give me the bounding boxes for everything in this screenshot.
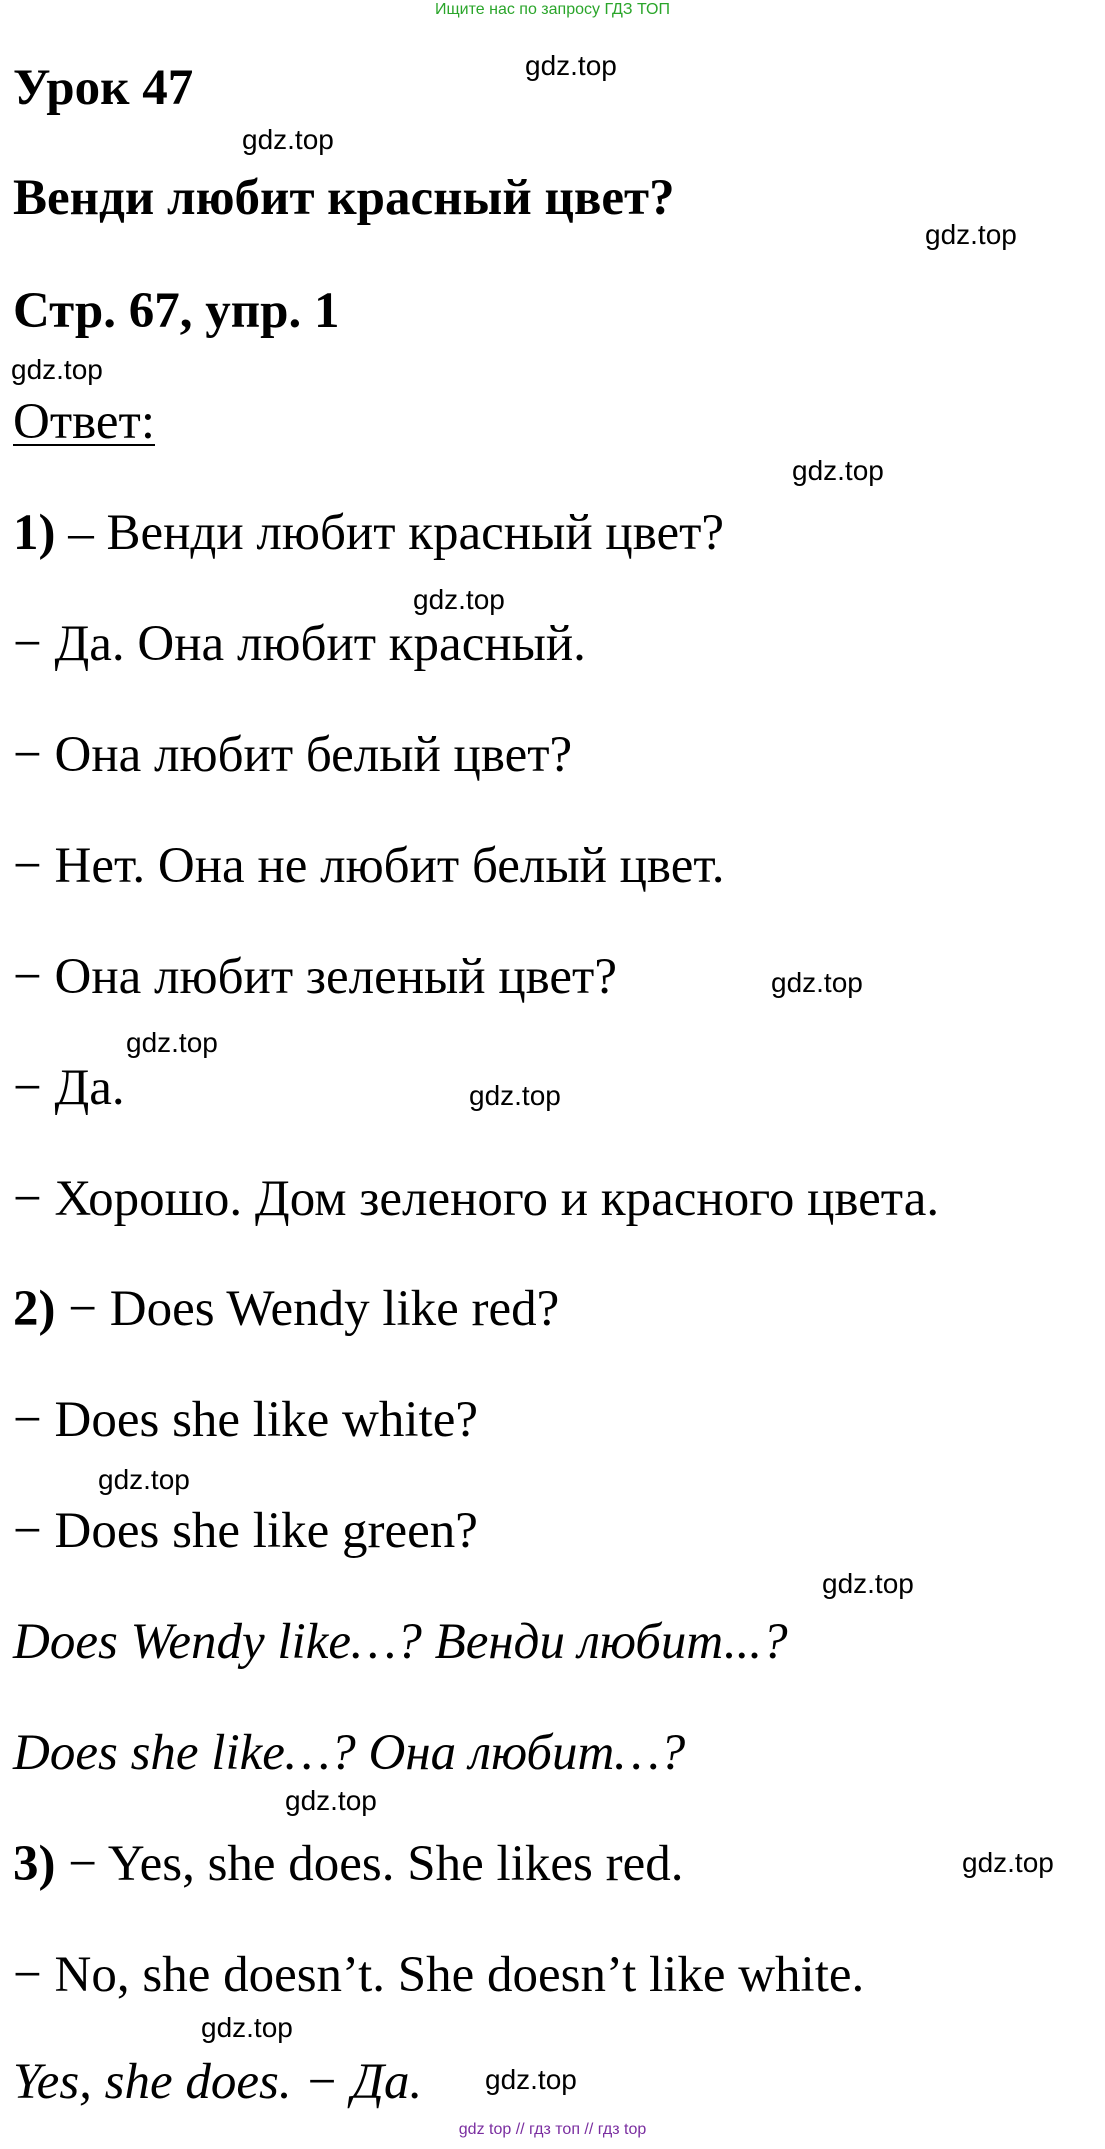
- part1-text-1: – Венди любит красный цвет?: [68, 505, 725, 561]
- watermark: gdz.top: [771, 967, 863, 998]
- watermark: gdz.top: [11, 354, 103, 385]
- top-banner[interactable]: Ищите нас по запросу ГДЗ ТОП: [435, 1, 670, 18]
- part1-line-1: [13, 503, 724, 563]
- part3-note: Yes, she does. − Да.: [13, 2054, 423, 2110]
- exercise-reference: Стр. 67, упр. 1: [13, 283, 340, 339]
- lesson-subtitle: Венди любит красный цвет?: [13, 170, 675, 226]
- watermark: gdz.top: [242, 124, 334, 155]
- part2-note-1: Does Wendy like…? Венди любит...?: [13, 1614, 788, 1670]
- watermark: gdz.top: [822, 1568, 914, 1599]
- part1-number: 1): [13, 505, 56, 561]
- part2-line-1: [13, 1279, 559, 1339]
- part2-number: 2): [13, 1281, 56, 1337]
- part3-text-1: − Yes, she does. She likes red.: [68, 1836, 684, 1892]
- watermark: gdz.top: [485, 2064, 577, 2095]
- footer-links[interactable]: gdz top // гдз топ // гдз top: [458, 2121, 647, 2138]
- part2-line-3: − Does she like green?: [13, 1503, 478, 1559]
- watermark: gdz.top: [201, 2012, 293, 2043]
- watermark: gdz.top: [925, 219, 1017, 250]
- lesson-title: Урок 47: [13, 60, 194, 116]
- watermark: gdz.top: [413, 584, 505, 615]
- watermark: gdz.top: [469, 1080, 561, 1111]
- answer-label: Ответ:: [13, 394, 155, 450]
- part2-text-1: − Does Wendy like red?: [68, 1281, 560, 1337]
- part1-line-7: − Хорошо. Дом зеленого и красного цвета.: [13, 1171, 940, 1227]
- part3-number: 3): [13, 1836, 56, 1892]
- part1-line-5: − Она любит зеленый цвет?: [13, 949, 617, 1005]
- watermark: gdz.top: [792, 455, 884, 486]
- part1-line-4: − Нет. Она не любит белый цвет.: [13, 838, 725, 894]
- part3-line-2: − No, she doesn’t. She doesn’t like white.: [13, 1947, 865, 2003]
- part1-line-2: − Да. Она любит красный.: [13, 616, 586, 672]
- part1-line-6: − Да.: [13, 1060, 125, 1116]
- watermark: gdz.top: [962, 1847, 1054, 1878]
- watermark: gdz.top: [126, 1027, 218, 1058]
- watermark: gdz.top: [525, 50, 617, 81]
- part2-note-2: Does she like…? Она любит…?: [13, 1725, 686, 1781]
- part2-line-2: − Does she like white?: [13, 1392, 478, 1448]
- watermark: gdz.top: [285, 1785, 377, 1816]
- part3-line-1: [13, 1834, 683, 1894]
- watermark: gdz.top: [98, 1464, 190, 1495]
- part1-line-3: − Она любит белый цвет?: [13, 727, 573, 783]
